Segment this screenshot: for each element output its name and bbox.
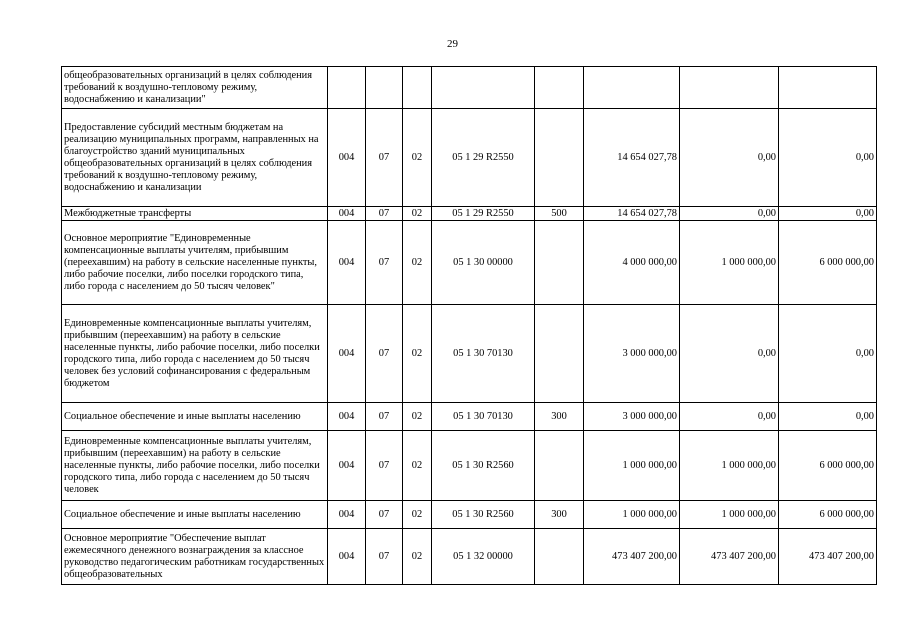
subsection-cell: 02 bbox=[403, 207, 432, 221]
row-description: Межбюджетные трансферты bbox=[62, 207, 328, 221]
page-number: 29 bbox=[447, 38, 458, 50]
table-row bbox=[62, 431, 877, 501]
subsection-cell: 02 bbox=[403, 529, 432, 585]
table-row bbox=[62, 109, 877, 207]
subsection-cell: 02 bbox=[403, 109, 432, 207]
amount-year1-cell: 473 407 200,00 bbox=[584, 529, 680, 585]
amount-year1-cell: 4 000 000,00 bbox=[584, 221, 680, 305]
target-article-cell: 05 1 29 R2550 bbox=[432, 207, 535, 221]
amount-year2-cell: 0,00 bbox=[680, 305, 779, 403]
amount-year3-cell: 0,00 bbox=[779, 109, 877, 207]
table-row bbox=[62, 305, 877, 403]
amount-year1-cell: 3 000 000,00 bbox=[584, 305, 680, 403]
row-description: Предоставление субсидий местным бюджетам на реализацию муниципальных программ, направленных на благоустройство зданий муниципальных общеобразовательных организаций в целях соблюдения требований к воздушно-тепловому режиму, водоснабжению и канализации bbox=[62, 109, 328, 207]
row-description: Основное мероприятие "Единовременные компенсационные выплаты учителям, прибывшим (переехавшим) на работу в сельские населенные пункты, либо рабочие поселки, либо поселки городского типа, либо города с населением до 50 тысяч человек" bbox=[62, 221, 328, 305]
admin-code-cell: 004 bbox=[328, 501, 366, 529]
subsection-cell bbox=[403, 67, 432, 109]
admin-code-cell: 004 bbox=[328, 109, 366, 207]
target-article-cell: 05 1 29 R2550 bbox=[432, 109, 535, 207]
section-cell: 07 bbox=[366, 221, 403, 305]
amount-year1-cell bbox=[584, 67, 680, 109]
table-row bbox=[62, 529, 877, 585]
admin-code-cell: 004 bbox=[328, 207, 366, 221]
admin-code-cell: 004 bbox=[328, 305, 366, 403]
target-article-cell: 05 1 30 R2560 bbox=[432, 431, 535, 501]
admin-code-cell: 004 bbox=[328, 403, 366, 431]
section-cell: 07 bbox=[366, 207, 403, 221]
section-cell: 07 bbox=[366, 109, 403, 207]
amount-year2-cell: 0,00 bbox=[680, 109, 779, 207]
amount-year2-cell: 1 000 000,00 bbox=[680, 221, 779, 305]
table-row bbox=[62, 403, 877, 431]
admin-code-cell: 004 bbox=[328, 431, 366, 501]
amount-year1-cell: 3 000 000,00 bbox=[584, 403, 680, 431]
amount-year2-cell: 0,00 bbox=[680, 403, 779, 431]
amount-year2-cell: 1 000 000,00 bbox=[680, 431, 779, 501]
row-description: Основное мероприятие "Обеспечение выплат ежемесячного денежного вознаграждения за классное руководство педагогическим работникам государственных общеобразовательных bbox=[62, 529, 328, 585]
table-row bbox=[62, 501, 877, 529]
amount-year3-cell bbox=[779, 67, 877, 109]
expense-type-cell: 300 bbox=[535, 403, 584, 431]
section-cell: 07 bbox=[366, 431, 403, 501]
amount-year3-cell: 473 407 200,00 bbox=[779, 529, 877, 585]
admin-code-cell: 004 bbox=[328, 221, 366, 305]
row-description: Единовременные компенсационные выплаты учителям, прибывшим (переехавшим) на работу в сельские населенные пункты, либо рабочие поселки, либо поселки городского типа, либо города с населением до 50 тысяч человек bbox=[62, 431, 328, 501]
amount-year3-cell: 6 000 000,00 bbox=[779, 431, 877, 501]
expense-type-cell: 300 bbox=[535, 501, 584, 529]
target-article-cell: 05 1 32 00000 bbox=[432, 529, 535, 585]
expense-type-cell: 500 bbox=[535, 207, 584, 221]
amount-year3-cell: 6 000 000,00 bbox=[779, 501, 877, 529]
amount-year3-cell: 0,00 bbox=[779, 403, 877, 431]
section-cell: 07 bbox=[366, 305, 403, 403]
amount-year3-cell: 0,00 bbox=[779, 305, 877, 403]
target-article-cell: 05 1 30 R2560 bbox=[432, 501, 535, 529]
target-article-cell: 05 1 30 70130 bbox=[432, 305, 535, 403]
target-article-cell: 05 1 30 70130 bbox=[432, 403, 535, 431]
amount-year1-cell: 1 000 000,00 bbox=[584, 431, 680, 501]
amount-year1-cell: 14 654 027,78 bbox=[584, 207, 680, 221]
amount-year2-cell bbox=[680, 67, 779, 109]
expense-type-cell bbox=[535, 529, 584, 585]
expense-type-cell bbox=[535, 431, 584, 501]
amount-year1-cell: 14 654 027,78 bbox=[584, 109, 680, 207]
subsection-cell: 02 bbox=[403, 501, 432, 529]
subsection-cell: 02 bbox=[403, 221, 432, 305]
admin-code-cell bbox=[328, 67, 366, 109]
section-cell: 07 bbox=[366, 529, 403, 585]
expense-type-cell bbox=[535, 305, 584, 403]
budget-table bbox=[61, 66, 877, 585]
target-article-cell bbox=[432, 67, 535, 109]
amount-year3-cell: 0,00 bbox=[779, 207, 877, 221]
target-article-cell: 05 1 30 00000 bbox=[432, 221, 535, 305]
expense-type-cell bbox=[535, 109, 584, 207]
subsection-cell: 02 bbox=[403, 403, 432, 431]
row-description: Социальное обеспечение и иные выплаты населению bbox=[62, 501, 328, 529]
table-row bbox=[62, 67, 877, 109]
row-description: Единовременные компенсационные выплаты учителям, прибывшим (переехавшим) на работу в сельские населенные пункты, либо рабочие поселки, либо поселки городского типа, либо города с населением до 50 тысяч человек без условий софинансирования с федеральным бюджетом bbox=[62, 305, 328, 403]
section-cell bbox=[366, 67, 403, 109]
expense-type-cell bbox=[535, 221, 584, 305]
amount-year1-cell: 1 000 000,00 bbox=[584, 501, 680, 529]
admin-code-cell: 004 bbox=[328, 529, 366, 585]
amount-year2-cell: 0,00 bbox=[680, 207, 779, 221]
subsection-cell: 02 bbox=[403, 431, 432, 501]
table-row bbox=[62, 221, 877, 305]
amount-year2-cell: 473 407 200,00 bbox=[680, 529, 779, 585]
expense-type-cell bbox=[535, 67, 584, 109]
amount-year3-cell: 6 000 000,00 bbox=[779, 221, 877, 305]
table-row bbox=[62, 207, 877, 221]
row-description: Социальное обеспечение и иные выплаты населению bbox=[62, 403, 328, 431]
amount-year2-cell: 1 000 000,00 bbox=[680, 501, 779, 529]
subsection-cell: 02 bbox=[403, 305, 432, 403]
section-cell: 07 bbox=[366, 501, 403, 529]
section-cell: 07 bbox=[366, 403, 403, 431]
row-description: общеобразовательных организаций в целях соблюдения требований к воздушно-тепловому режиму, водоснабжению и канализации" bbox=[62, 67, 328, 109]
